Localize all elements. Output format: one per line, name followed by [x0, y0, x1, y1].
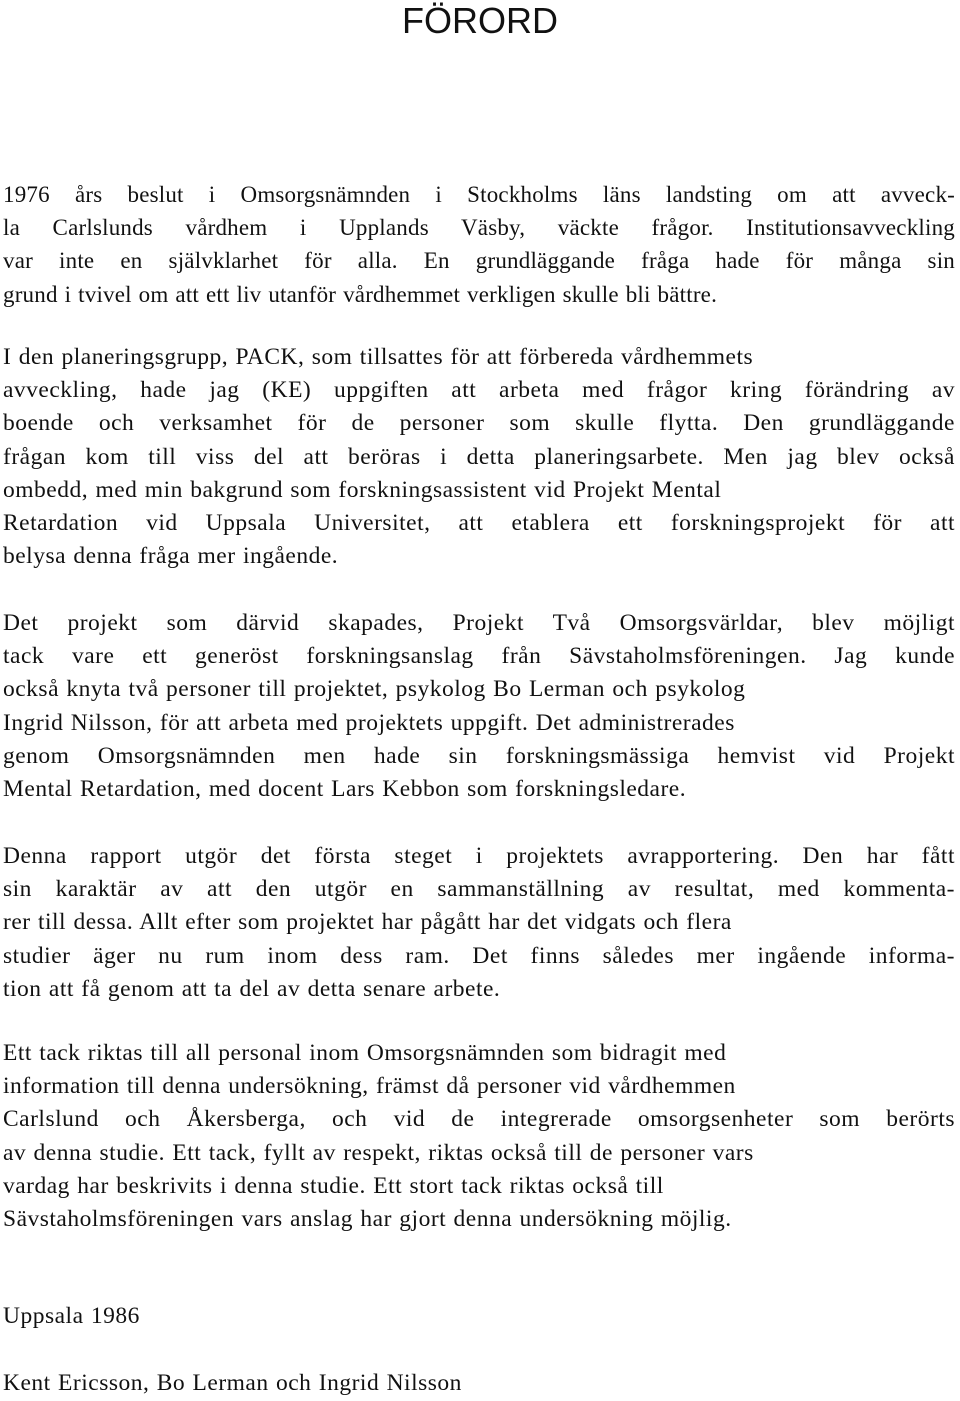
paragraph-2	[3, 341, 955, 573]
text-line: vardag har beskrivits i denna studie. Ett stort tack riktas också till	[3, 1172, 664, 1199]
text-line: var inte en självklarhet för alla. En grundläggande fråga hade för många sin	[3, 248, 955, 274]
text-line: information till denna undersökning, främst då personer vid vårdhemmen	[3, 1073, 736, 1100]
text-line: sin karaktär av att den utgör en sammanställning av resultat, med kommenta-	[3, 876, 955, 903]
text-line: la Carlslunds vårdhem i Upplands Väsby, väckte frågor. Institutionsavveckling	[3, 215, 955, 241]
paragraph-3	[3, 607, 955, 806]
paragraph-1	[3, 178, 955, 311]
paragraph-5	[3, 1037, 955, 1236]
text-line: frågan kom till viss del att beröras i detta planeringsarbete. Men jag blev också	[3, 443, 955, 470]
authors: Kent Ericsson, Bo Lerman och Ingrid Nilsson	[3, 1370, 462, 1396]
page-title: FÖRORD	[402, 0, 558, 41]
text-line: belysa denna fråga mer ingående.	[3, 543, 339, 570]
text-line: Denna rapport utgör det första steget i projektets avrapportering. Den har fått	[3, 843, 955, 869]
paragraph-4	[3, 840, 955, 1006]
text-line: rer till dessa. Allt efter som projektet har pågått har det vidgats och flera	[3, 909, 732, 936]
text-line: 1976 års beslut i Omsorgsnämnden i Stockholms läns landsting om att avveck-	[3, 182, 955, 207]
text-line: tack vare ett generöst forskningsanslag från Sävstaholmsföreningen. Jag kunde	[3, 643, 955, 670]
text-line: Carlslund och Åkersberga, och vid de integrerade omsorgsenheter som berörts	[3, 1106, 955, 1133]
text-line: också knyta två personer till projektet, psykolog Bo Lerman och psykolog	[3, 676, 746, 703]
text-line: ombedd, med min bakgrund som forskningsassistent vid Projekt Mental	[3, 476, 722, 503]
text-line: avveckling, hade jag (KE) uppgiften att arbeta med frågor kring förändring av	[3, 377, 955, 404]
text-line: boende och verksamhet för de personer som skulle flytta. Den grundläggande	[3, 410, 955, 437]
text-line: Retardation vid Uppsala Universitet, att etablera ett forskningsprojekt för att	[3, 510, 955, 537]
text-line: studier äger nu rum inom dess ram. Det finns således mer ingående informa-	[3, 942, 955, 969]
text-line: Mental Retardation, med docent Lars Kebbon som forskningsledare.	[3, 776, 687, 803]
text-line: Ett tack riktas till all personal inom Omsorgsnämnden som bidragit med	[3, 1040, 727, 1066]
text-line: av denna studie. Ett tack, fyllt av respekt, riktas också till de personer vars	[3, 1139, 754, 1166]
text-line: tion att få genom att ta del av detta senare arbete.	[3, 975, 501, 1002]
place-date: Uppsala 1986	[3, 1303, 140, 1329]
text-line: Ingrid Nilsson, för att arbeta med projektets uppgift. Det administrerades	[3, 709, 735, 736]
text-line: Det projekt som därvid skapades, Projekt Två Omsorgsvärldar, blev möjligt	[3, 610, 955, 636]
text-line: I den planeringsgrupp, PACK, som tillsattes för att förbereda vårdhemmets	[3, 344, 754, 370]
text-line: Sävstaholmsföreningen vars anslag har gjort denna undersökning möjlig.	[3, 1206, 732, 1233]
text-line: grund i tvivel om att ett liv utanför vårdhemmet verkligen skulle bli bättre.	[3, 281, 718, 307]
text-line: genom Omsorgsnämnden men hade sin forskningsmässiga hemvist vid Projekt	[3, 742, 955, 769]
